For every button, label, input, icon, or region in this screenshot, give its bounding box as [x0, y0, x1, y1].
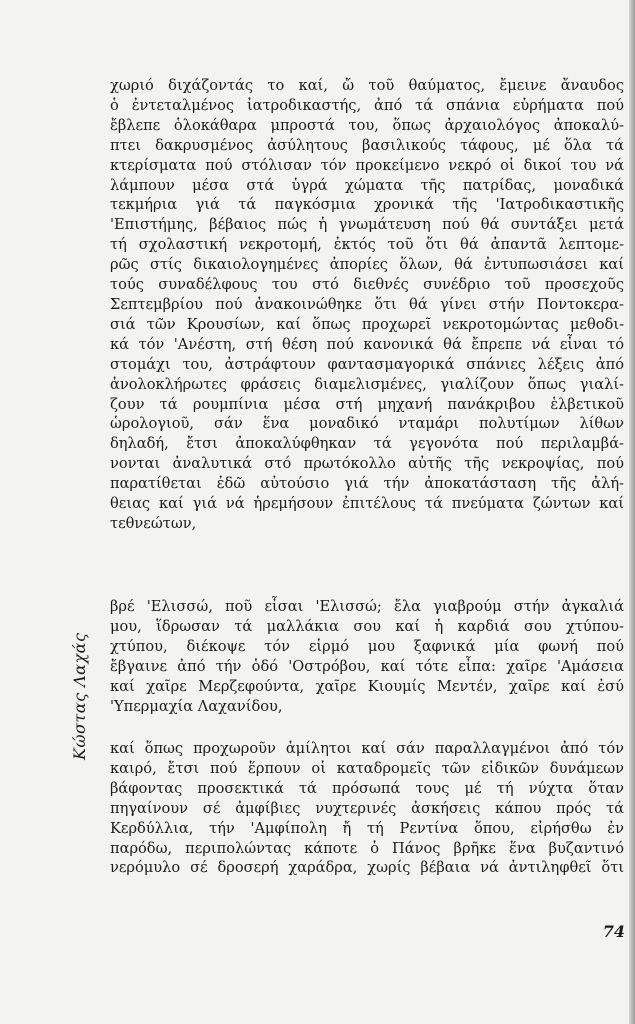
- text-line: πηγαίνουν σέ ἀμφίβιες νυχτερινές ἀσκήσεις κάπου πρός τά: [110, 799, 624, 817]
- text-line: τεκμήρια γιά τά παγκόσμια χρονικά τῆς 'Ιατροδικαστικῆς: [110, 196, 624, 214]
- text-line: ὁ ἐντεταλμένος ἰατροδικαστής, ἀπό τά σπάνια εὑρήματα πού: [110, 96, 624, 114]
- text-line: καί χαῖρε Μερζεφούντα, χαῖρε Κιουμίς Μεντέν, χαῖρε καί ἐσύ: [110, 677, 624, 695]
- text-line: καί ὅπως προχωροῦν ἀμίλητοι καί σάν παραλλαγμένοι ἀπό τόν: [110, 740, 624, 757]
- text-line: νονται ἀναλυτικά στό πρωτόκολλο αὐτῆς τῆς νεκροψίας, πού: [110, 455, 624, 473]
- text-line: τή σχολαστική νεκροτομή, ἐκτός τοῦ ὅτι θά ἀπαντᾶ λεπτομε-: [110, 236, 624, 254]
- text-line: τούς συναδέλφους του στό διεθνές συνέδριο τοῦ προσεχοῦς: [110, 276, 624, 294]
- text-line: βρέ 'Ελισσώ, ποῦ εἶσαι 'Ελισσώ; ἔλα γιαβρούμ στήν ἀγκαλιά: [110, 598, 624, 615]
- text-line: κά τόν 'Ανέστη, στή θέση πού κανονικά θά ἔπρεπε νά εἶναι τό: [110, 335, 624, 353]
- text-line: ὡρολογιοῦ, σάν ἕνα μοναδικό νταμάρι πολυτίμων λίθων: [110, 415, 624, 433]
- text-line: 'Υπερμαχία Λαχανίδου,: [110, 697, 283, 715]
- text-line: χτύπου, διέκοψε τόν εἱρμό μου ξαφνικά μία φωνή πού: [110, 637, 624, 655]
- text-line: βάφοντας προσεκτικά τά πρόσωπά τους μέ τή νύχτα ὅταν: [110, 779, 624, 797]
- text-line: σιά τῶν Κρουσίων, καί ὅπως προχωρεῖ νεκροτομώντας μεθοδι-: [110, 315, 624, 333]
- text-line: στομάχι του, ἀστράφτουν φαντασμαγορικά σπάνιες λέξεις ἀπό: [110, 355, 624, 373]
- text-line: ἔβγαινε ἀπό τήν ὁδό 'Οστρόβου, καί τότε εἶπα: χαῖρε 'Αμάσεια: [110, 657, 624, 675]
- text-line: παρατίθεται ἐδῶ αὐτούσιο γιά τήν ἀποκατάσταση τῆς ἀλή-: [110, 475, 624, 493]
- text-line: ζουν τά ρουμπίνια μέσα στή μηχανή πανάκριβου ἑλβετικοῦ: [110, 395, 624, 413]
- paragraph-3: [110, 739, 624, 878]
- paragraph-1: [110, 76, 624, 534]
- text-line: θειας καί γιά νά ἡρεμήσουν ἐπιτέλους τά πνεύματα ζώντων καί: [110, 495, 624, 513]
- text-line: ἔβλεπε ὁλοκάθαρα μπροστά του, ὅπως ἀρχαιολόγος ἀποκαλύ-: [110, 116, 624, 134]
- paragraph-2: [110, 597, 624, 716]
- text-line: Κερδύλλια, τήν 'Αμφίπολη ἤ τή Ρεντίνα ὅπου, εἰρήσθω ἐν: [110, 819, 624, 837]
- text-line: Σεπτεμβρίου πού ἀνακοινώθηκε ὅτι θά γίνει στήν Ποντοκερα-: [110, 295, 624, 313]
- text-line: νερόμυλο σέ δροσερή χαράδρα, χωρίς βέβαια νά ἀντιληφθεῖ ὅτι: [110, 859, 624, 877]
- text-line: 'Επιστήμης, βέβαιος πώς ἡ γνωμάτευση πού θά συντάξει μετά: [110, 216, 624, 234]
- text-line: παρόδω, περιπολώντας κάποτε ὁ Πάνος βρῆκε ἕνα βυζαντινό: [110, 839, 624, 857]
- text-line: λάμπουν μέσα στά ὑγρά χώματα τῆς πατρίδας, μοναδικά: [110, 176, 624, 194]
- text-line: μου, ἵδρωσαν τά μαλλάκια σου καί ἡ καρδιά σου χτύπου-: [110, 617, 624, 635]
- text-line: ρῶς στίς δικαιολογημένες ἀπορίες ὅλων, θά ἐντυπωσιάσει καί: [110, 256, 624, 274]
- text-line: χωριό διχάζοντάς το καί, ὤ τοῦ θαύματος, ἔμεινε ἄναυδος: [110, 77, 624, 94]
- text-line: κτερίσματα πού στόλισαν τόν προκείμενο νεκρό οἱ δικοί του νά: [110, 156, 624, 174]
- text-line: ἀνολοκλήρωτες φράσεις διαμελισμένες, γιαλίζουν ὅπως γιαλί-: [110, 375, 624, 393]
- author-running-head: Κώστας Λαχάς: [70, 632, 89, 760]
- text-line: δηλαδή, ἔτσι ἀποκαλύφθηκαν τά γεγονότα πού περιλαμβά-: [110, 435, 624, 453]
- text-line: τεθνεώτων,: [110, 514, 197, 532]
- text-column: [110, 76, 624, 877]
- text-line: καιρό, ἔτσι πού ἕρπουν οἱ καταδρομεῖς τῶν εἰδικῶν δυνάμεων: [110, 759, 624, 777]
- page-edge-shadow: [629, 0, 635, 1024]
- page-number: 74: [602, 922, 625, 941]
- text-line: πτει δακρυσμένος ἀσύλητους βασιλικούς τάφους, μέ ὅλα τά: [110, 136, 624, 154]
